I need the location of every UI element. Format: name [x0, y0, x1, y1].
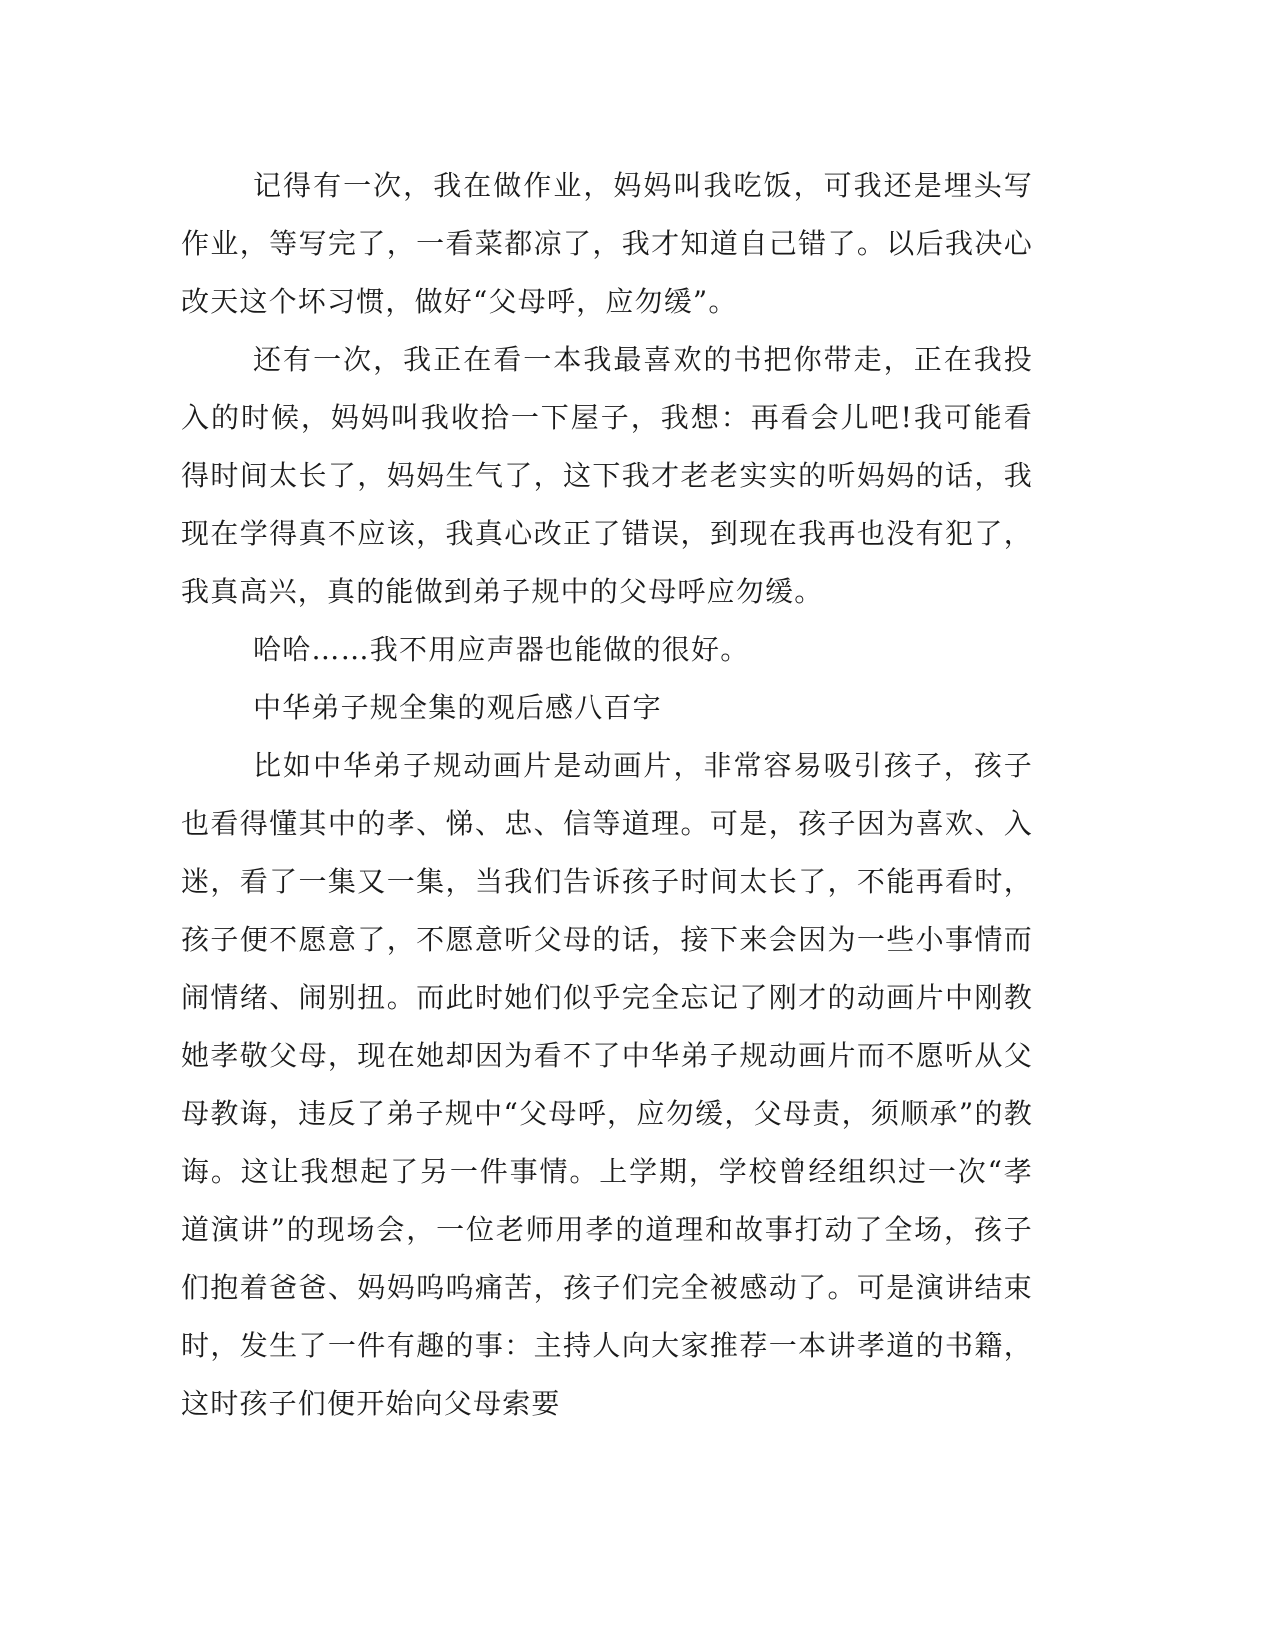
paragraph-reading-story: 还有一次，我正在看一本我最喜欢的书把你带走，正在我投入的时候，妈妈叫我收拾一下屋子，我想：再看会儿吧!我可能看得时间太长了，妈妈生气了，这下我才老老实实的听妈妈的话，我现在学得真不应该，我真心改正了错误，到现在我再也没有犯了，我真高兴，真的能做到弟子规中的父母呼应勿缓。 [181, 343, 1033, 608]
paragraph-animation-reflection: 比如中华弟子规动画片是动画片，非常容易吸引孩子，孩子也看得懂其中的孝、悌、忠、信等道理。可是，孩子因为喜欢、入迷，看了一集又一集，当我们告诉孩子时间太长了，不能再看时，孩子便不愿意了，不愿意听父母的话，接下来会因为一些小事情而闹情绪、闹别扭。而此时她们似乎完全忘记了刚才的动画片中刚教她孝敬父母，现在她却因为看不了中华弟子规动画片而不愿听从父母教诲，违反了弟子规中“父母呼，应勿缓，父母责，须顺承”的教诲。这让我想起了另一件事情。上学期，学校曾经组织过一次“孝道演讲”的现场会，一位老师用孝的道理和故事打动了全场，孩子们抱着爸爸、妈妈呜呜痛苦，孩子们完全被感动了。可是演讲结束时，发生了一件有趣的事：主持人向大家推荐一本讲孝道的书籍，这时孩子们便开始向父母索要 [181, 749, 1033, 1420]
section-title: 中华弟子规全集的观后感八百字 [253, 691, 662, 724]
document-body [181, 157, 1033, 1433]
paragraph-conclusion: 哈哈……我不用应声器也能做的很好。 [253, 633, 750, 666]
paragraph-dinner-story: 记得有一次，我在做作业，妈妈叫我吃饭，可我还是埋头写作业，等写完了，一看菜都凉了，我才知道自己错了。以后我决心改天这个坏习惯，做好“父母呼，应勿缓”。 [181, 169, 1033, 318]
